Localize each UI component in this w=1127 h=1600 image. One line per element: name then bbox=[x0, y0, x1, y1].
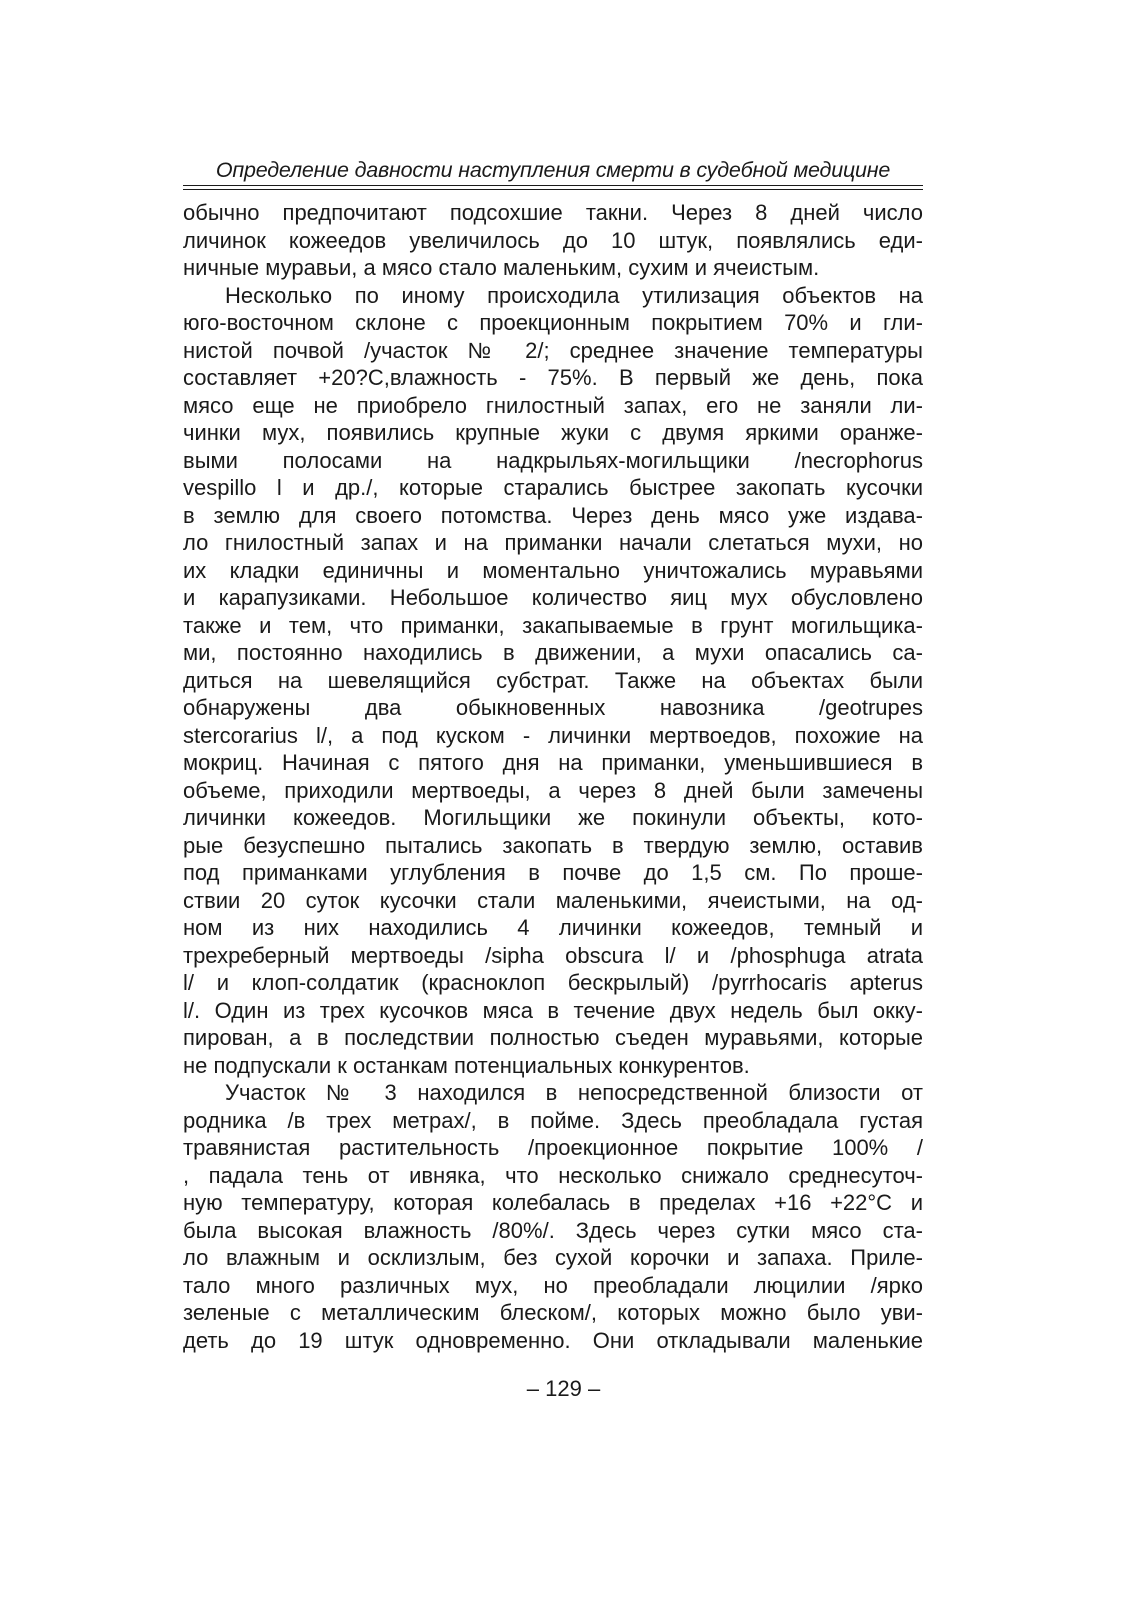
text-line: нистой почвой /участок № 2/; среднее значение температуры bbox=[183, 337, 923, 363]
text-line: родника /в трех метрах/, в пойме. Здесь преобладала густая bbox=[183, 1107, 923, 1133]
text-line: l/. Один из трех кусочков мяса в течение двух недель был окку- bbox=[183, 997, 923, 1023]
text-line: была высокая влажность /80%/. Здесь через сутки мясо ста- bbox=[183, 1217, 923, 1243]
text-line: мясо еще не приобрело гнилостный запах, его не заняли ли- bbox=[183, 392, 923, 418]
text-line: личинок кожеедов увеличилось до 10 штук, появлялись еди- bbox=[183, 227, 923, 253]
text-line: составляет +20?С,влажность - 75%. В первый же день, пока bbox=[183, 365, 923, 390]
text-line: зеленые с металлическим блеском/, которых можно было уви- bbox=[183, 1300, 923, 1325]
text-line: не подпускали к останкам потенциальных конкурентов. bbox=[183, 1052, 750, 1078]
text-line: в землю для своего потомства. Через день мясо уже издава- bbox=[183, 502, 923, 528]
text-line: чинки мух, появились крупные жуки с двумя яркими оранже- bbox=[183, 420, 923, 445]
page-number: – 129 – bbox=[526, 1376, 601, 1401]
text-line: тало много различных мух, но преобладали люцилии /ярко bbox=[183, 1272, 923, 1298]
text-line: рые безуспешно пытались закопать в твердую землю, оставив bbox=[183, 832, 923, 858]
text-line: ми, постоянно находились в движении, а мухи опасались са- bbox=[183, 640, 923, 665]
text-line: Участок № 3 находился в непосредственной близости от bbox=[225, 1080, 923, 1105]
text-line: и карапузиками. Небольшое количество яиц мух обусловлено bbox=[183, 585, 923, 610]
text-line: личинки кожеедов. Могильщики же покинули объекты, кото- bbox=[183, 805, 923, 830]
text-line: их кладки единичны и моментально уничтожались муравьями bbox=[183, 557, 923, 583]
text-line: Несколько по иному происходила утилизация объектов на bbox=[225, 282, 923, 308]
text-line: , падала тень от ивняка, что несколько снижало среднесуточ- bbox=[183, 1162, 923, 1188]
text-line: объеме, приходили мертвоеды, а через 8 дней были замечены bbox=[183, 777, 923, 803]
text-line: ло гнилостный запах и на приманки начали слетаться мухи, но bbox=[183, 530, 923, 555]
text-line: l/ и клоп-солдатик (красноклоп бескрылый) /pyrrhocaris apterus bbox=[183, 970, 923, 995]
text-line: ничные муравьи, а мясо стало маленьким, сухим и ячеистым. bbox=[183, 255, 820, 280]
text-line: stercorarius l/, а под куском - личинки мертвоедов, похожие на bbox=[183, 722, 923, 748]
text-line: мокриц. Начиная с пятого дня на приманки, уменьшившиеся в bbox=[183, 750, 923, 775]
text-line: также и тем, что приманки, закапываемые в грунт могильщика- bbox=[183, 612, 923, 638]
text-line: под приманками углубления в почве до 1,5 см. По проше- bbox=[183, 860, 923, 885]
text-line: трехреберный мертвоеды /sipha obscura l/ и /phosphuga atrata bbox=[183, 942, 923, 968]
text-line: юго-восточном склоне с проекционным покрытием 70% и гли- bbox=[183, 310, 923, 335]
text-line: обычно предпочитают подсохшие такни. Через 8 дней число bbox=[183, 200, 923, 225]
text-line: ную температуру, которая колебалась в пределах +16 +22°С и bbox=[183, 1190, 923, 1215]
text-line: ло влажным и осклизлым, без сухой корочки и запаха. Приле- bbox=[183, 1245, 923, 1270]
text-line: vespillo l и др./, которые старались быстрее закопать кусочки bbox=[183, 475, 923, 500]
running-header: Определение давности наступления смерти в судебной медицине bbox=[215, 158, 891, 182]
text-line: выми полосами на надкрыльях-могильщики /necrophorus bbox=[183, 447, 923, 473]
text-line: обнаружены два обыкновенных навозника /geotrupes bbox=[183, 695, 923, 720]
text-line: пирован, а в последствии полностью съеден муравьями, которые bbox=[183, 1025, 923, 1050]
text-line: диться на шевелящийся субстрат. Также на объектах были bbox=[183, 667, 923, 693]
text-line: деть до 19 штук одновременно. Они откладывали маленькие bbox=[183, 1327, 923, 1353]
text-line: травянистая растительность /проекционное покрытие 100% / bbox=[183, 1135, 923, 1160]
text-line: ном из них находились 4 личинки кожеедов, темный и bbox=[183, 915, 923, 940]
text-line: ствии 20 суток кусочки стали маленькими, ячеистыми, на од- bbox=[183, 887, 923, 913]
